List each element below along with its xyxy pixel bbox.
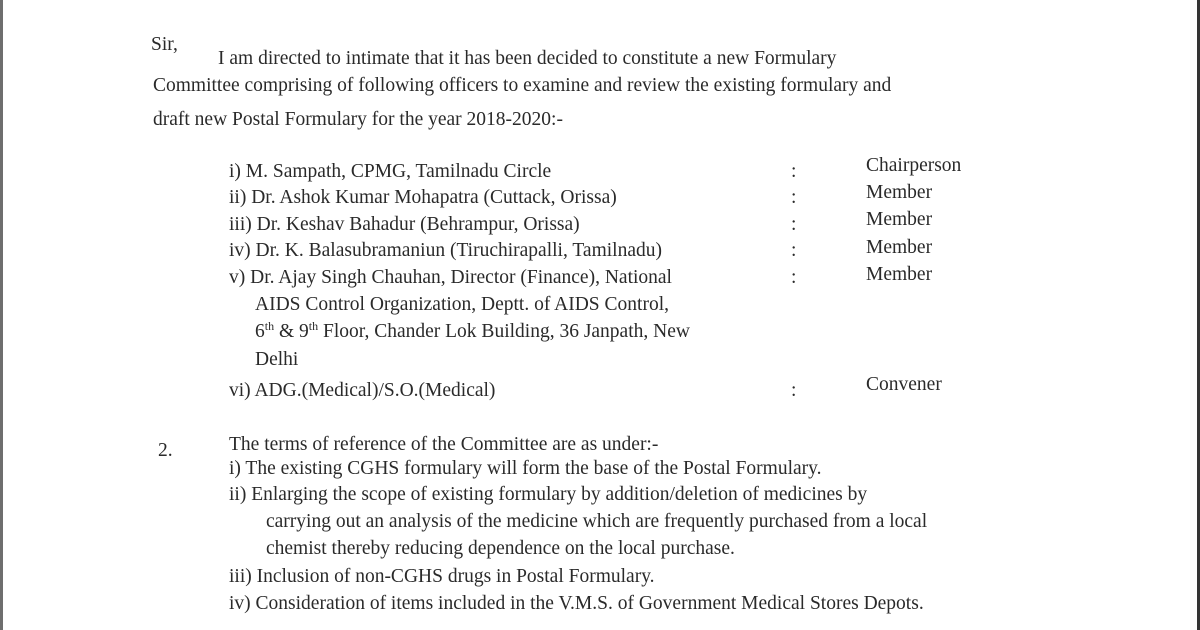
terms-item-2: ii) Enlarging the scope of existing formulary by addition/deletion of medicines by [229,484,868,505]
section-number: 2. [158,440,173,461]
salutation: Sir, [151,34,178,55]
committee-role-1: Chairperson [866,155,962,176]
committee-member-1: i) M. Sampath, CPMG, Tamilnadu Circle [229,161,552,182]
terms-item-2-line-2: carrying out an analysis of the medicine which are frequently purchased from a local [266,511,928,532]
committee-role-6: Convener [866,374,942,395]
committee-role-2: Member [866,182,933,203]
colon-5: : [791,267,797,288]
committee-member-5: v) Dr. Ajay Singh Chauhan, Director (Finance), National [229,267,672,288]
colon-1: : [791,161,797,182]
terms-item-2-line-3: chemist thereby reducing dependence on the local purchase. [266,538,735,559]
colon-2: : [791,187,797,208]
terms-item-3: iii) Inclusion of non-CGHS drugs in Postal Formulary. [229,566,655,587]
intro-line-1: I am directed to intimate that it has been decided to constitute a new Formulary [218,48,837,69]
colon-3: : [791,214,797,235]
committee-role-5: Member [866,264,933,285]
member-5-address-line-3: Delhi [255,349,299,370]
colon-4: : [791,240,797,261]
committee-member-4: iv) Dr. K. Balasubramaniun (Tiruchirapalli, Tamilnadu) [229,240,662,261]
intro-line-2: Committee comprising of following officers to examine and review the existing formulary and [153,75,892,96]
committee-member-3: iii) Dr. Keshav Bahadur (Behrampur, Orissa) [229,214,580,235]
section-heading: The terms of reference of the Committee are as under:- [229,434,659,455]
intro-line-3: draft new Postal Formulary for the year 2018-2020:- [153,109,563,130]
committee-member-2: ii) Dr. Ashok Kumar Mohapatra (Cuttack, Orissa) [229,187,617,208]
scan-edge-left [0,0,3,630]
member-5-address-line-2: 6th & 9th Floor, Chander Lok Building, 36 Janpath, New [255,319,690,342]
terms-item-1: i) The existing CGHS formulary will form the base of the Postal Formulary. [229,458,822,479]
member-5-address-line-1: AIDS Control Organization, Deptt. of AIDS Control, [255,294,669,315]
colon-6: : [791,380,797,401]
committee-role-3: Member [866,209,933,230]
committee-role-4: Member [866,237,933,258]
committee-member-6: vi) ADG.(Medical)/S.O.(Medical) [229,380,496,401]
terms-item-4: iv) Consideration of items included in the V.M.S. of Government Medical Stores Depots. [229,593,924,614]
